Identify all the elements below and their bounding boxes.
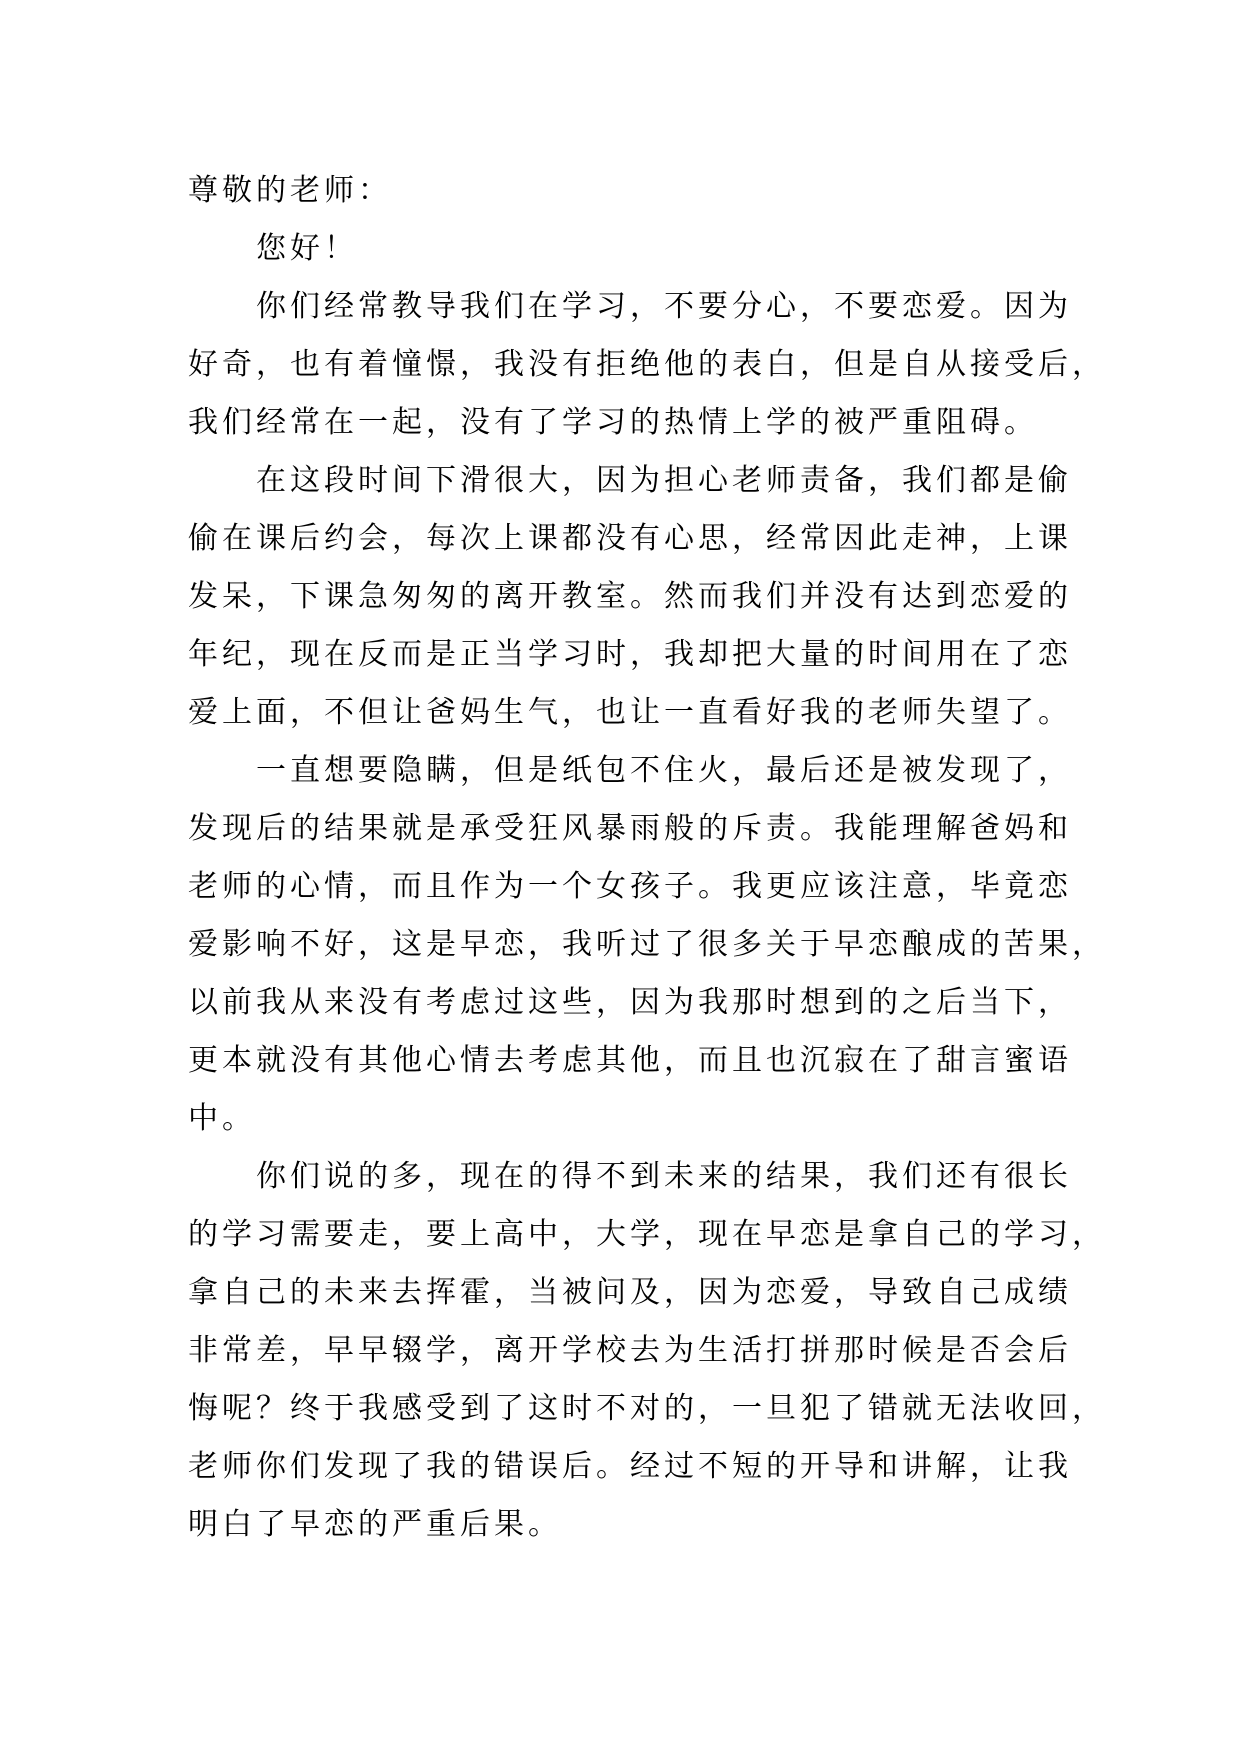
paragraph-line: 悔呢？终于我感受到了这时不对的，一旦犯了错就无法收回，	[188, 1391, 1106, 1426]
paragraph-line: 的学习需要走，要上高中，大学，现在早恋是拿自己的学习，	[188, 1217, 1106, 1252]
paragraph-line: 发现后的结果就是承受狂风暴雨般的斥责。我能理解爸妈和	[188, 811, 1072, 846]
paragraph-line: 在这段时间下滑很大，因为担心老师责备，我们都是偷	[256, 463, 1072, 498]
paragraph-line: 老师你们发现了我的错误后。经过不短的开导和讲解，让我	[188, 1449, 1072, 1484]
paragraph-line: 更本就没有其他心情去考虑其他，而且也沉寂在了甜言蜜语	[188, 1043, 1072, 1078]
paragraph-line: 非常差，早早辍学，离开学校去为生活打拼那时候是否会后	[188, 1333, 1072, 1368]
paragraph-line: 爱上面，不但让爸妈生气，也让一直看好我的老师失望了。	[188, 695, 1072, 730]
paragraph-line: 好奇，也有着憧憬，我没有拒绝他的表白，但是自从接受后，	[188, 347, 1106, 382]
paragraph-line: 爱影响不好，这是早恋，我听过了很多关于早恋酿成的苦果，	[188, 927, 1106, 962]
paragraph-3	[188, 742, 1106, 1148]
paragraph-line: 以前我从来没有考虑过这些，因为我那时想到的之后当下，	[188, 985, 1072, 1020]
paragraph-line: 年纪，现在反而是正当学习时，我却把大量的时间用在了恋	[188, 637, 1072, 672]
paragraph-line: 明白了早恋的严重后果。	[188, 1507, 562, 1542]
paragraph-line: 偷在课后约会，每次上课都没有心思，经常因此走神，上课	[188, 521, 1072, 556]
paragraph-4	[188, 1148, 1106, 1554]
salutation: 尊敬的老师：	[188, 173, 392, 208]
paragraph-line: 中。	[188, 1101, 256, 1136]
paragraph-line: 你们说的多，现在的得不到未来的结果，我们还有很长	[256, 1159, 1072, 1194]
paragraph-line: 拿自己的未来去挥霍，当被问及，因为恋爱，导致自己成绩	[188, 1275, 1072, 1310]
paragraph-2	[188, 452, 1072, 742]
paragraph-line: 你们经常教导我们在学习，不要分心，不要恋爱。因为	[256, 289, 1072, 324]
letter-body	[188, 162, 1106, 1554]
paragraph-1	[188, 278, 1106, 452]
paragraph-line: 一直想要隐瞒，但是纸包不住火，最后还是被发现了，	[256, 753, 1072, 788]
paragraph-line: 发呆，下课急匆匆的离开教室。然而我们并没有达到恋爱的	[188, 579, 1072, 614]
greeting: 您好！	[256, 231, 358, 266]
paragraph-line: 我们经常在一起，没有了学习的热情上学的被严重阻碍。	[188, 405, 1038, 440]
paragraph-line: 老师的心情，而且作为一个女孩子。我更应该注意，毕竟恋	[188, 869, 1072, 904]
